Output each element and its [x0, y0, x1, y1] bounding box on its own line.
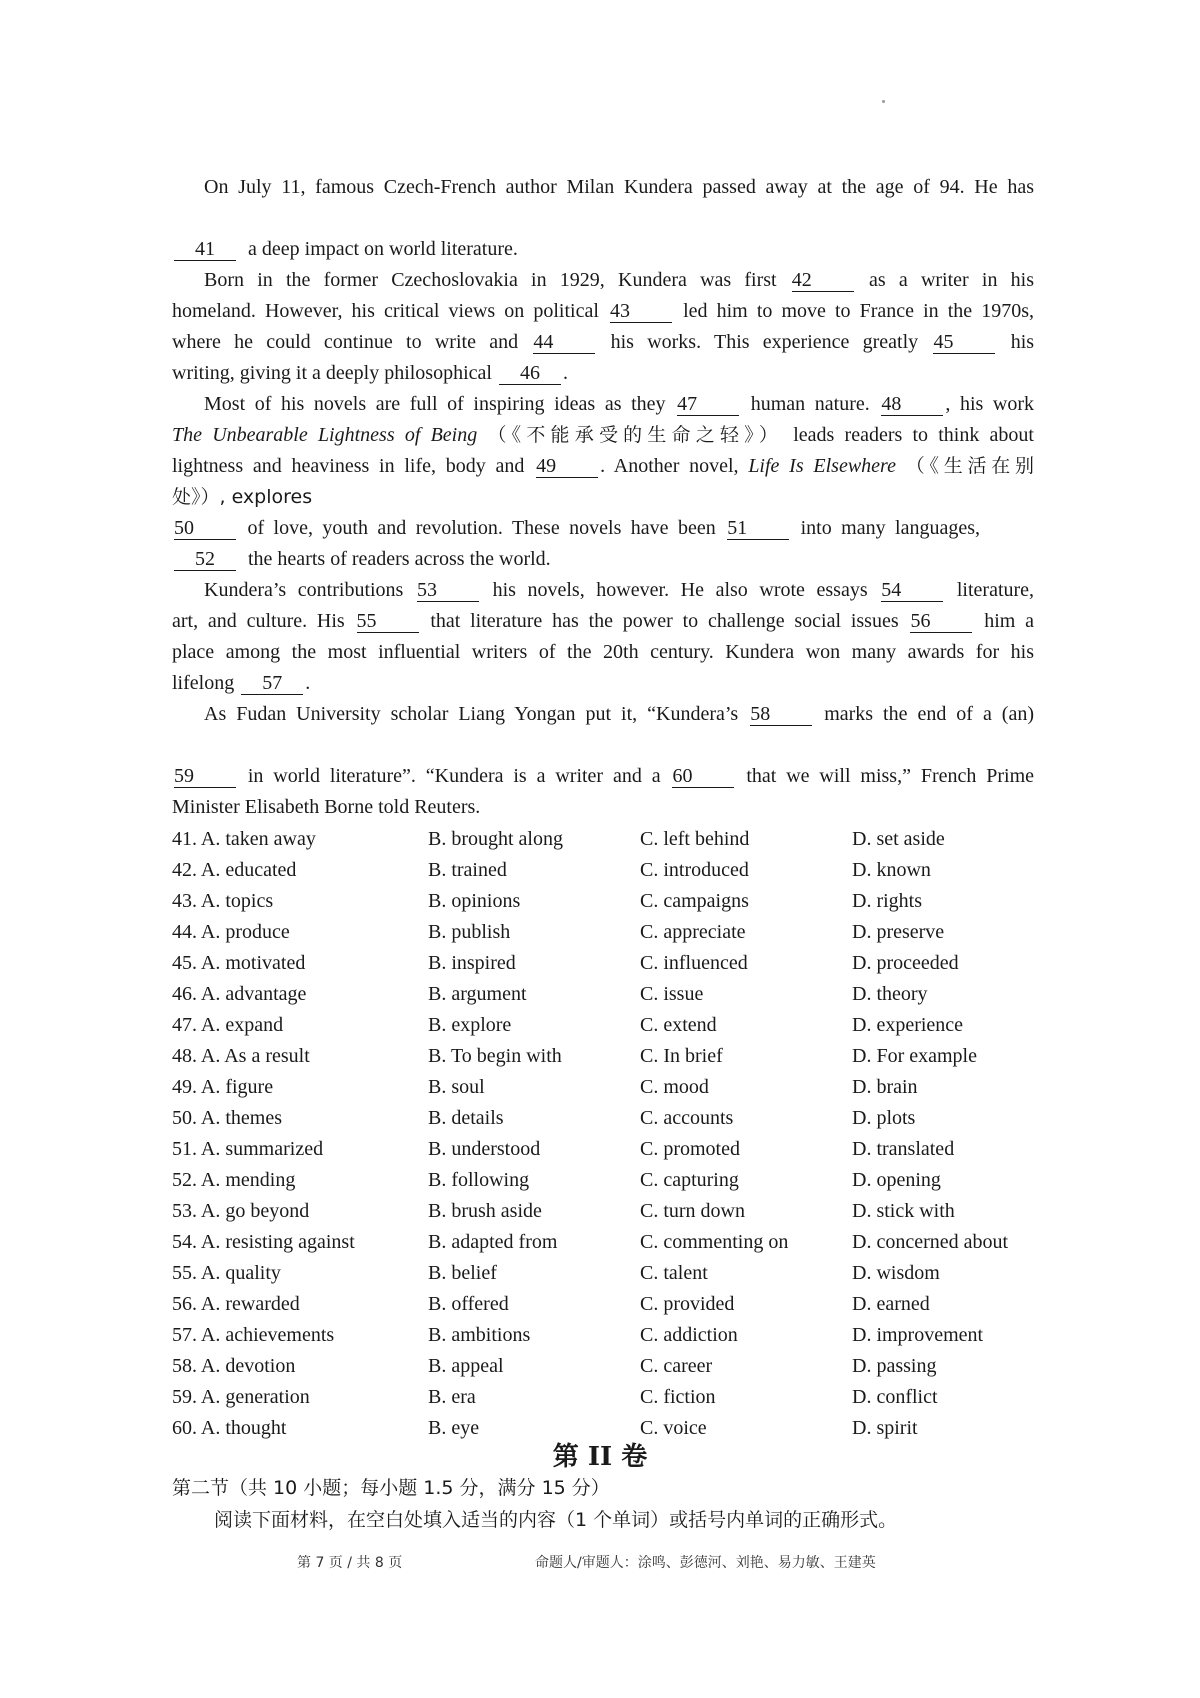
option-c: C. mood [640, 1076, 709, 1098]
section-instruction: 阅读下面材料，在空白处填入适当的内容（1 个单词）或括号内单词的正确形式。 [214, 1509, 898, 1531]
blank-42: 42 [792, 269, 854, 292]
passage-text: place among the most influential writers of the 20th century. Kundera won many awards for his [172, 641, 1034, 663]
option-c: C. addiction [640, 1324, 738, 1346]
passage-line [172, 389, 1034, 420]
option-d: D. brain [852, 1076, 918, 1098]
passage-text: Minister Elisabeth Borne told Reuters. [172, 796, 481, 818]
option-d: D. For example [852, 1045, 977, 1067]
passage-line [172, 544, 1034, 575]
option-d: D. opening [852, 1169, 941, 1191]
passage-line [172, 482, 1034, 513]
passage-text: his works. This experience greatly [610, 331, 919, 353]
option-row [172, 1351, 1032, 1382]
passage-text: as a writer in his [869, 269, 1034, 291]
passage-text: On July 11, famous Czech-French author Milan Kundera passed away at the age of 94. He has [204, 176, 1034, 198]
blank-60: 60 [672, 765, 734, 788]
option-b: B. brush aside [428, 1200, 542, 1222]
option-b: B. era [428, 1386, 476, 1408]
passage-text: writing, giving it a deeply philosophical [172, 362, 492, 384]
option-a: 57. A. achievements [172, 1324, 335, 1346]
option-row [172, 1320, 1032, 1351]
blank-41: 41 [174, 238, 236, 261]
passage-text: that literature has the power to challenge social issues [430, 610, 899, 632]
passage-text: literature, [956, 579, 1035, 601]
option-d: D. wisdom [852, 1262, 940, 1284]
option-b: B. ambitions [428, 1324, 531, 1346]
passage-text: into many languages, [800, 517, 981, 539]
section-title: 第 II 卷 [552, 1442, 648, 1472]
option-a: 47. A. expand [172, 1014, 284, 1036]
blank-59: 59 [174, 765, 236, 788]
scan-dot [882, 100, 885, 103]
option-row [172, 1289, 1032, 1320]
blank-45: 45 [933, 331, 995, 354]
option-d: D. translated [852, 1138, 955, 1160]
blank-46: 46 [499, 362, 561, 385]
section-header: 第二节（共 10 小题；每小题 1.5 分，满分 15 分） [172, 1477, 610, 1499]
passage-text: （《生活在别 [905, 455, 1035, 477]
passage-line [172, 265, 1034, 296]
passage-line [172, 513, 980, 544]
option-a: 46. A. advantage [172, 983, 307, 1005]
blank-48: 48 [881, 393, 943, 416]
option-b: B. soul [428, 1076, 485, 1098]
option-b: B. argument [428, 983, 527, 1005]
option-c: C. campaigns [640, 890, 749, 912]
option-d: D. rights [852, 890, 922, 912]
blank-50: 50 [174, 517, 236, 540]
book-title: The Unbearable Lightness of Being [172, 424, 478, 446]
passage-line [172, 234, 1034, 265]
blank-56: 56 [910, 610, 972, 633]
option-d: D. known [852, 859, 931, 881]
passage-line [172, 420, 1034, 451]
option-d: D. plots [852, 1107, 916, 1129]
passage-text: Born in the former Czechoslovakia in 1929, Kundera was first [204, 269, 777, 291]
passage-line [172, 327, 1034, 358]
passage-text: Kundera’s contributions [204, 579, 404, 601]
passage-line [172, 451, 1034, 482]
blank-49: 49 [536, 455, 598, 478]
blank-51: 51 [727, 517, 789, 540]
option-c: C. promoted [640, 1138, 740, 1160]
passage-text: . Another novel, [600, 455, 739, 477]
option-b: B. details [428, 1107, 504, 1129]
blank-47: 47 [677, 393, 739, 416]
passage-line [172, 668, 1034, 699]
option-b: B. adapted from [428, 1231, 558, 1253]
passage-text: of love, youth and revolution. These novels have been [247, 517, 716, 539]
blank-43: 43 [610, 300, 672, 323]
passage-text: him a [984, 610, 1035, 632]
passage-text: 处》）, explores [172, 486, 313, 508]
passage-text: As Fudan University scholar Liang Yongan put it, “Kundera’s [204, 703, 739, 725]
option-c: C. influenced [640, 952, 748, 974]
option-row [172, 886, 1032, 917]
option-c: C. career [640, 1355, 713, 1377]
cloze-passage [172, 172, 1034, 823]
option-c: C. voice [640, 1417, 707, 1439]
option-b: B. offered [428, 1293, 509, 1315]
option-d: D. stick with [852, 1200, 955, 1222]
option-a: 50. A. themes [172, 1107, 282, 1129]
passage-text: led him to move to France in the 1970s, [683, 300, 1035, 322]
passage-text: , his work [945, 393, 1035, 415]
option-a: 51. A. summarized [172, 1138, 324, 1160]
option-a: 58. A. devotion [172, 1355, 296, 1377]
option-row [172, 1103, 1032, 1134]
option-b: B. understood [428, 1138, 541, 1160]
option-c: C. commenting on [640, 1231, 789, 1253]
passage-line [172, 296, 1034, 327]
option-a: 53. A. go beyond [172, 1200, 310, 1222]
passage-line [172, 358, 1034, 389]
passage-text: . [562, 362, 568, 384]
passage-line [172, 606, 1034, 637]
option-a: 60. A. thought [172, 1417, 287, 1439]
option-d: D. concerned about [852, 1231, 1009, 1253]
passage-text: . [305, 672, 311, 694]
option-c: C. capturing [640, 1169, 739, 1191]
option-a: 55. A. quality [172, 1262, 281, 1284]
option-b: B. eye [428, 1417, 480, 1439]
option-a: 48. A. As a result [172, 1045, 310, 1067]
option-b: B. trained [428, 859, 507, 881]
passage-line [172, 792, 1034, 823]
option-b: B. appeal [428, 1355, 504, 1377]
option-d: D. improvement [852, 1324, 984, 1346]
option-c: C. fiction [640, 1386, 716, 1408]
option-b: B. inspired [428, 952, 516, 974]
passage-text: leads readers to think about [793, 424, 1034, 446]
option-b: B. publish [428, 921, 511, 943]
option-a: 56. A. rewarded [172, 1293, 300, 1315]
passage-text: his novels, however. He also wrote essays [492, 579, 868, 601]
option-a: 41. A. taken away [172, 828, 316, 850]
option-c: C. talent [640, 1262, 708, 1284]
book-title: Life Is Elsewhere [748, 455, 896, 477]
page-number: 第 7 页 / 共 8 页 [297, 1555, 403, 1571]
option-b: B. explore [428, 1014, 512, 1036]
option-c: C. left behind [640, 828, 750, 850]
option-row [172, 1258, 1032, 1289]
passage-line [172, 575, 1034, 606]
option-row [172, 824, 1032, 855]
passage-text: marks the end of a (an) [824, 703, 1035, 725]
passage-line [172, 637, 1034, 668]
passage-line [172, 172, 1034, 203]
answer-options [172, 824, 1032, 1444]
option-b: B. brought along [428, 828, 563, 850]
option-a: 43. A. topics [172, 890, 274, 912]
passage-text: homeland. However, his critical views on political [172, 300, 599, 322]
option-d: D. theory [852, 983, 928, 1005]
blank-44: 44 [533, 331, 595, 354]
option-row [172, 855, 1032, 886]
passage-text: that we will miss,” French Prime [746, 765, 1034, 787]
option-c: C. turn down [640, 1200, 745, 1222]
passage-text: in world literature”. “Kundera is a writer and a [247, 765, 661, 787]
option-d: D. set aside [852, 828, 945, 850]
passage-text: a deep impact on world literature. [248, 238, 518, 260]
passage-text: where he could continue to write and [172, 331, 519, 353]
option-c: C. In brief [640, 1045, 723, 1067]
option-row [172, 1227, 1032, 1258]
option-row [172, 948, 1032, 979]
option-c: C. issue [640, 983, 704, 1005]
blank-58: 58 [750, 703, 812, 726]
option-c: C. extend [640, 1014, 717, 1036]
option-c: C. introduced [640, 859, 749, 881]
option-row [172, 1010, 1032, 1041]
passage-line [172, 761, 1034, 792]
passage-line [172, 699, 1034, 730]
passage-text: Most of his novels are full of inspiring ideas as they [204, 393, 666, 415]
blank-54: 54 [881, 579, 943, 602]
option-a: 44. A. produce [172, 921, 290, 943]
option-a: 49. A. figure [172, 1076, 274, 1098]
blank-52: 52 [174, 548, 236, 571]
option-b: B. belief [428, 1262, 497, 1284]
option-a: 42. A. educated [172, 859, 297, 881]
option-d: D. preserve [852, 921, 945, 943]
passage-text: art, and culture. His [172, 610, 345, 632]
option-c: C. appreciate [640, 921, 746, 943]
option-d: D. earned [852, 1293, 930, 1315]
passage-text: （《不能承受的生命之轻》） [487, 424, 784, 446]
option-row [172, 1041, 1032, 1072]
option-d: D. experience [852, 1014, 964, 1036]
option-d: D. conflict [852, 1386, 938, 1408]
option-a: 54. A. resisting against [172, 1231, 355, 1253]
passage-text: lifelong [172, 672, 235, 694]
option-a: 59. A. generation [172, 1386, 310, 1408]
option-b: B. opinions [428, 890, 521, 912]
option-b: B. To begin with [428, 1045, 562, 1067]
option-row [172, 1196, 1032, 1227]
passage-text: human nature. [750, 393, 870, 415]
option-d: D. proceeded [852, 952, 959, 974]
option-row [172, 979, 1032, 1010]
option-row [172, 1165, 1032, 1196]
option-row [172, 1072, 1032, 1103]
blank-53: 53 [417, 579, 479, 602]
option-row [172, 917, 1032, 948]
option-d: D. spirit [852, 1417, 918, 1439]
passage-text: lightness and heaviness in life, body and [172, 455, 525, 477]
option-d: D. passing [852, 1355, 937, 1377]
blank-55: 55 [357, 610, 419, 633]
passage-text: the hearts of readers across the world. [248, 548, 551, 570]
option-c: C. provided [640, 1293, 735, 1315]
blank-57: 57 [241, 672, 303, 695]
option-c: C. accounts [640, 1107, 734, 1129]
footer-authors: 命题人/审题人：涂鸣、彭德河、刘艳、易力敏、王建英 [535, 1555, 876, 1571]
option-a: 45. A. motivated [172, 952, 306, 974]
passage-text: his [1010, 331, 1035, 353]
option-row [172, 1382, 1032, 1413]
option-a: 52. A. mending [172, 1169, 296, 1191]
option-b: B. following [428, 1169, 530, 1191]
option-row [172, 1134, 1032, 1165]
